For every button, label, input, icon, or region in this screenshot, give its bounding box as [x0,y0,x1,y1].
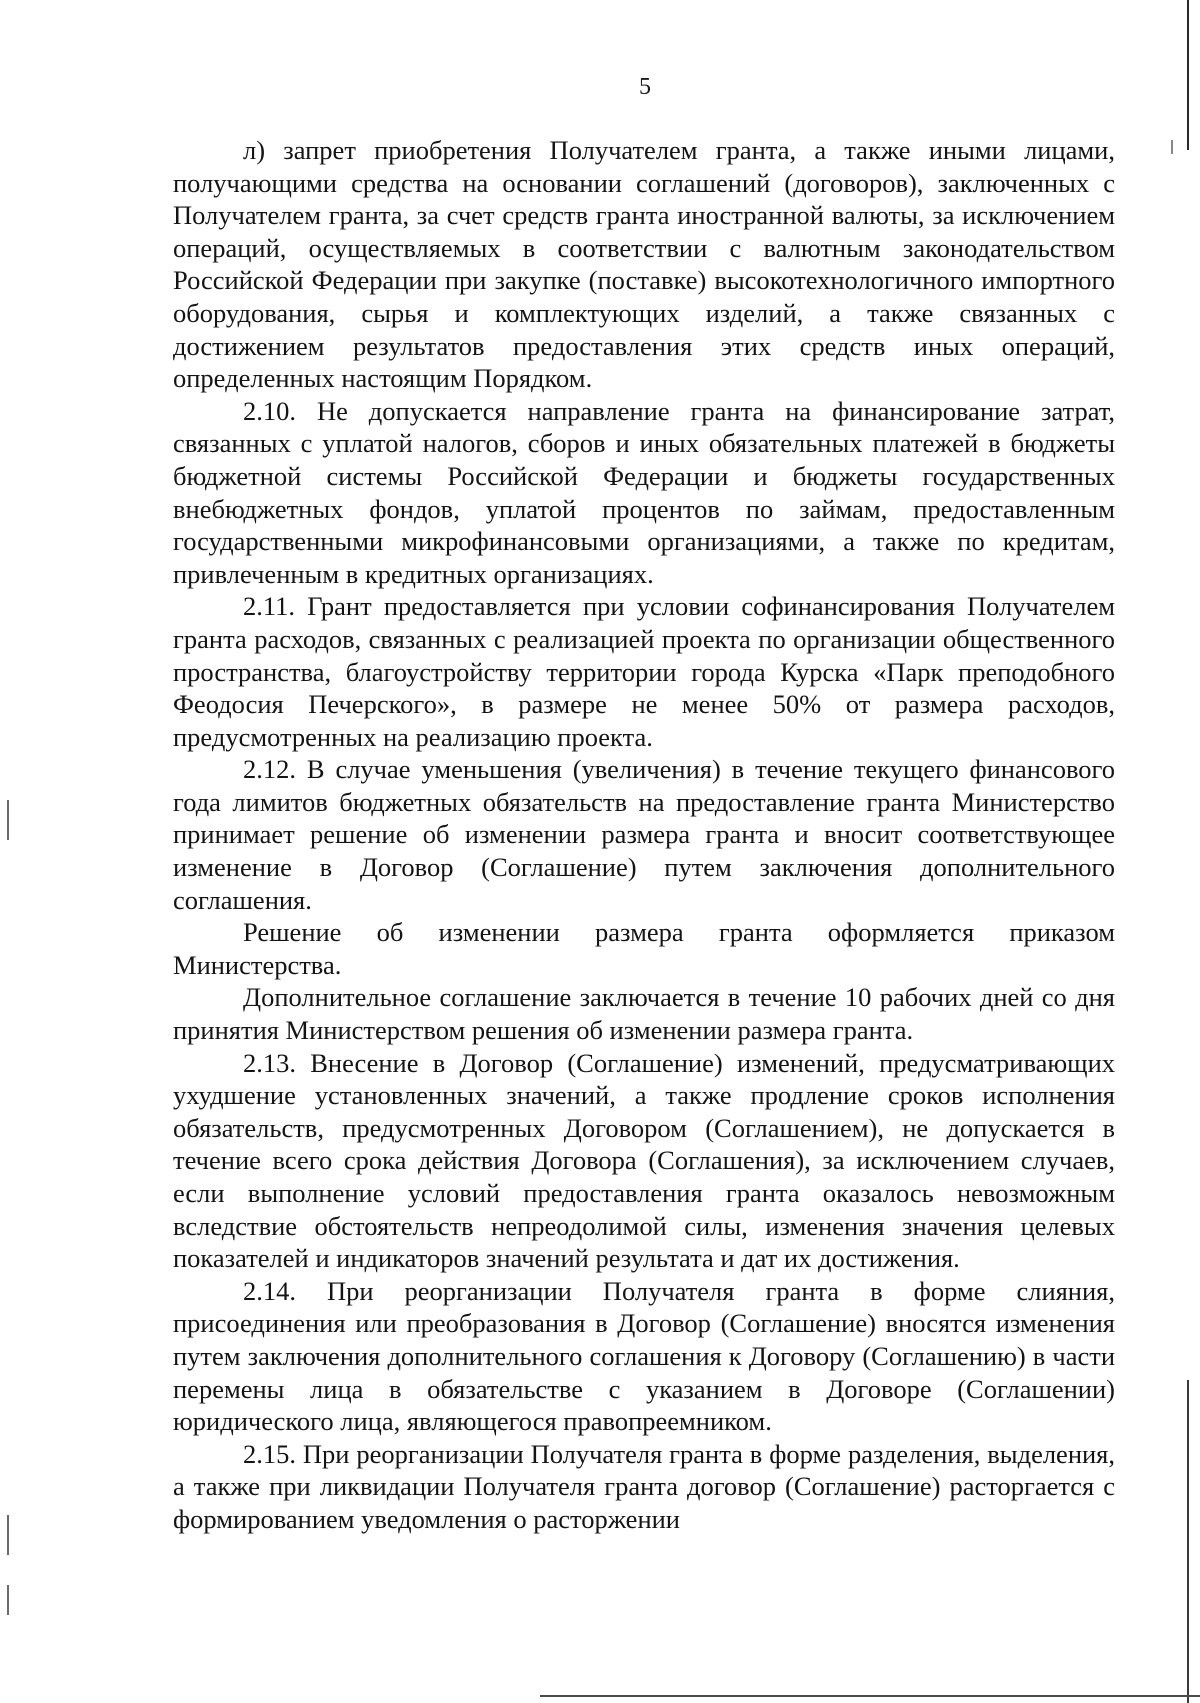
paragraph-2-11: 2.11. Грант предоставляется при условии софинансирования Получателем гранта расходов, связанных с реализацией проекта по организации общественного пространства, благоустройству территории города Курска «Парк преподобного Феодосия Печерского», в размере не менее 50% от размера расходов, предусмотренных на реализацию проекта. [173,591,1115,752]
scan-mark [7,800,9,840]
paragraph-2-15: 2.15. При реорганизации Получателя гранта в форме разделения, выделения, а также при ликвидации Получателя гранта договор (Соглашение) расторгается с формированием уведомления о расторжении [173,1438,1115,1534]
paragraph-2-14: 2.14. При реорганизации Получателя гранта в форме слияния, присоединения или преобразования в Договор (Соглашение) вносятся изменения путем заключения дополнительного соглашения к Договору (Соглашению) в части перемены лица в обязательстве с указанием в Договоре (Соглашении) юридического лица, являющегося правопреемником. [173,1275,1115,1437]
paragraph-l: л) запрет приобретения Получателем гранта, а также иными лицами, получающими средства на основании соглашений (договоров), заключенных с Получателем гранта, за счет средств гранта иностранной валюты, за исключением операций, осуществляемых в соответствии с валютным законодательством Российской Федерации при закупке (поставке) высокотехнологичного импортного оборудования, сырья и комплектующих изделий, а также связанных с достижением результатов предоставления этих средств иных операций, определенных настоящим Порядком. [173,135,1115,394]
paragraph-decision: Решение об изменении размера гранта оформляется приказом Министерства. [173,917,1115,980]
scan-edge-line [540,1695,1200,1697]
paragraph-2-12: 2.12. В случае уменьшения (увеличения) в течение текущего финансового года лимитов бюджетных обязательств на предоставление гранта Министерство принимает решение об изменении размера гранта и вносит соответствующее изменение в Договор (Соглашение) путем заключения дополнительного соглашения. [173,754,1115,915]
paragraph-2-13: 2.13. Внесение в Договор (Соглашение) изменений, предусматривающих ухудшение установленных значений, а также продление сроков исполнения обязательств, предусмотренных Договором (Соглашением), не допускается в течение всего срока действия Договора (Соглашения), за исключением случаев, если выполнение условий предоставления гранта оказалось невозможным вследствие обстоятельств непреодолимой силы, изменения значения целевых показателей и индикаторов значений результата и дат их достижения. [173,1047,1115,1274]
paragraph-additional-agreement: Дополнительное соглашение заключается в течение 10 рабочих дней со дня принятия Министерством решения об изменении размера гранта. [173,982,1115,1046]
scan-mark [1171,140,1173,154]
paragraph-2-10: 2.10. Не допускается направление гранта на финансирование затрат, связанных с уплатой налогов, сборов и иных обязательных платежей в бюджеты бюджетной системы Российской Федерации и бюджеты государственных внебюджетных фондов, уплатой процентов по займам, предоставленным государственными микрофинансовыми организациями, а также по кредитам, привлеченным в кредитных организациях. [173,395,1115,589]
page-number: 5 [639,74,651,100]
document-body [173,134,1115,1536]
scan-mark [7,1515,9,1555]
scan-edge-line [1187,1380,1189,1703]
scan-mark [7,1585,9,1615]
